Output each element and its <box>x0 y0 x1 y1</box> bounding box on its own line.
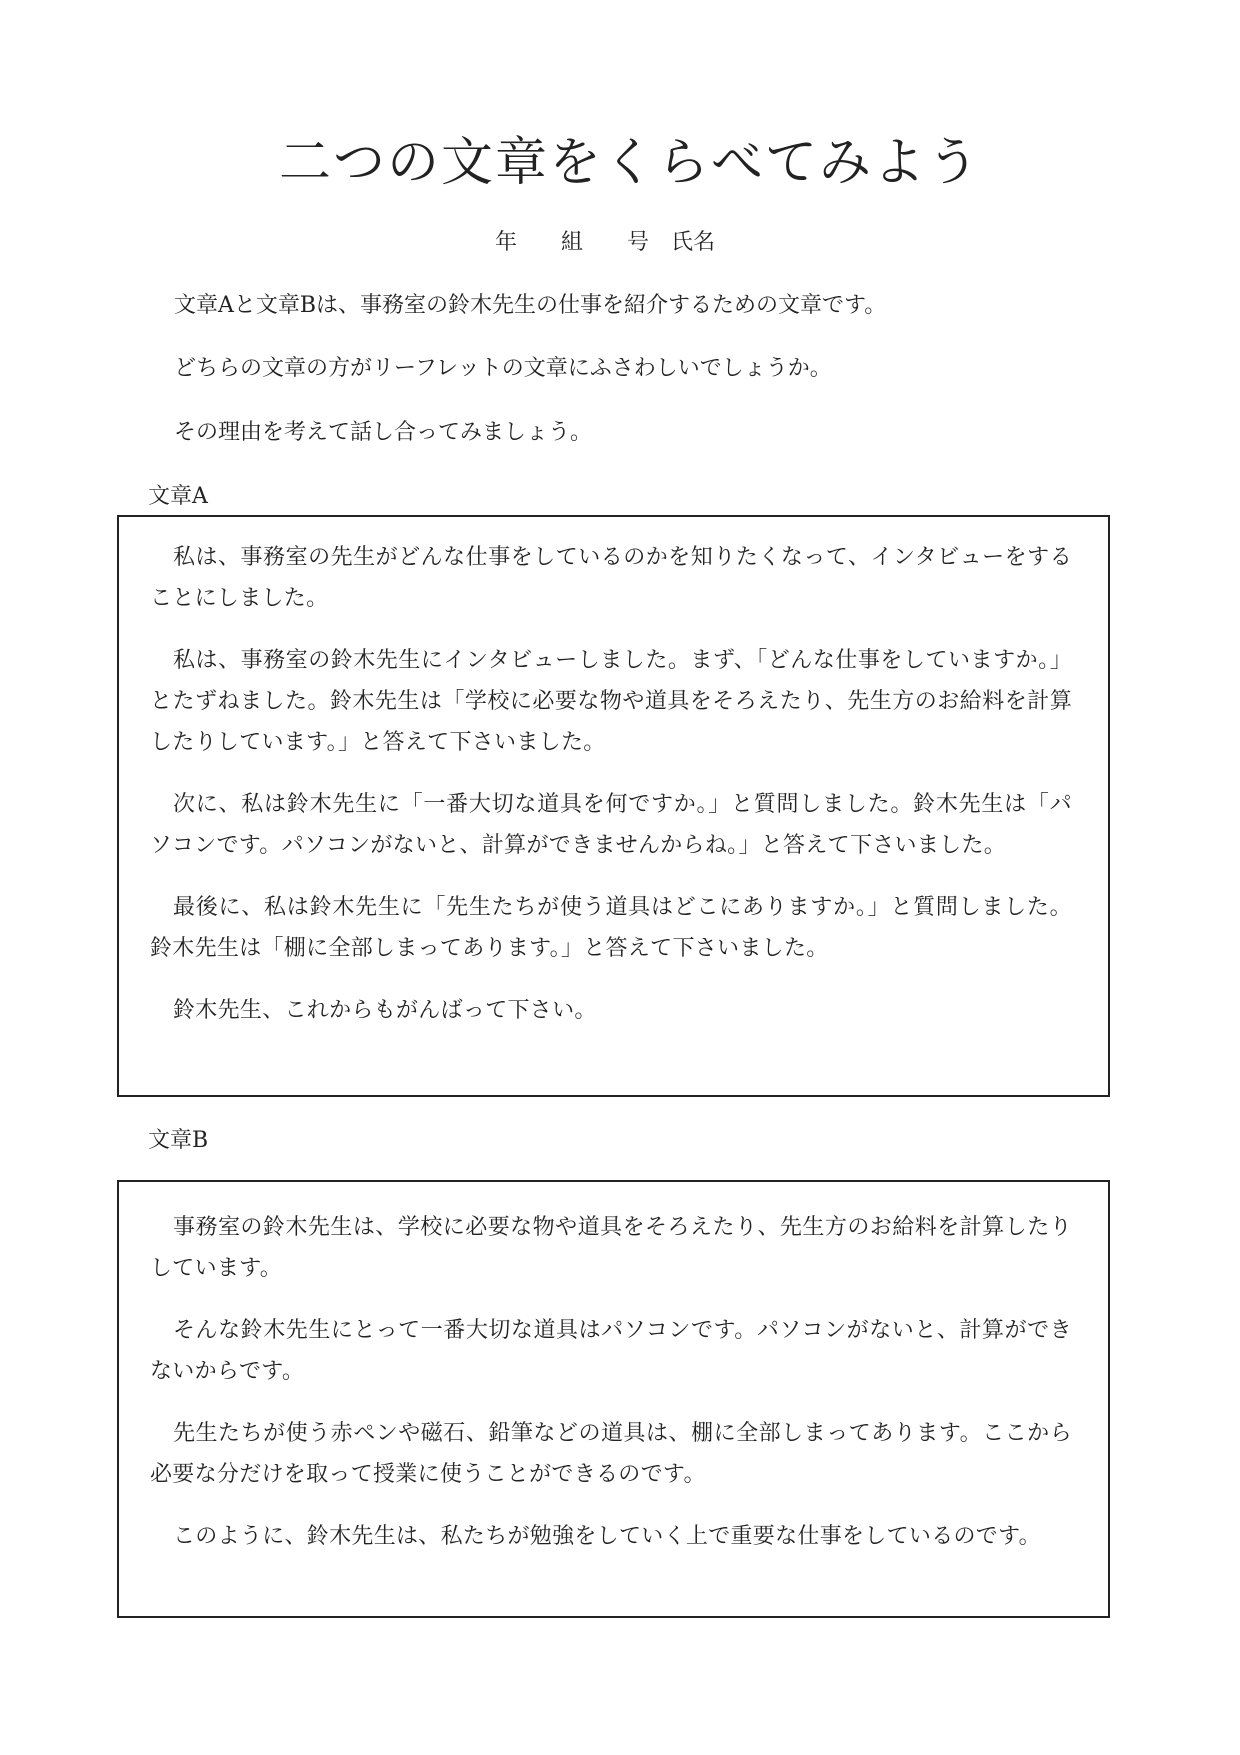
section-a-paragraph: 私は、事務室の先生がどんな仕事をしているのかを知りたくなって、インタビューをすることにしました。 <box>150 545 1072 611</box>
student-name-line: 年 組 号 氏名 <box>495 230 716 255</box>
intro-paragraph: どちらの文章の方がリーフレットの文章にふさわしいでしょうか。 <box>174 356 832 381</box>
section-a-box <box>117 515 1110 1097</box>
intro-paragraph: 文章Aと文章Bは、事務室の鈴木先生の仕事を紹介するための文章です。 <box>174 293 887 318</box>
section-a-label: 文章A <box>148 484 208 509</box>
section-b-box <box>117 1180 1110 1618</box>
section-a-paragraph: 私は、事務室の鈴木先生にインタビューしました。まず、「どんな仕事をしていますか。」とたずねました。鈴木先生は「学校に必要な物や道具をそろえたり、先生方のお給料を計算したりしています。」と答えて下さいました。 <box>150 648 1072 755</box>
section-a-paragraph: 鈴木先生、これからもがんばって下さい。 <box>173 998 597 1023</box>
section-a-paragraph: 最後に、私は鈴木先生に「先生たちが使う道具はどこにありますか。」と質問しました。鈴木先生は「棚に全部しまってあります。」と答えて下さいました。 <box>150 895 1072 961</box>
page-title: 二つの文章をくらべてみよう <box>278 133 981 193</box>
section-b-paragraph: 先生たちが使う赤ペンや磁石、鉛筆などの道具は、棚に全部しまってあります。ここから必要な分だけを取って授業に使うことができるのです。 <box>150 1421 1072 1487</box>
intro-paragraph: その理由を考えて話し合ってみましょう。 <box>174 420 593 445</box>
section-b-paragraph: そんな鈴木先生にとって一番大切な道具はパソコンです。パソコンがないと、計算ができないからです。 <box>150 1318 1072 1384</box>
section-b-paragraph: このように、鈴木先生は、私たちが勉強をしていく上で重要な仕事をしているのです。 <box>173 1524 1041 1549</box>
section-a-paragraph: 次に、私は鈴木先生に「一番大切な道具を何ですか。」と質問しました。鈴木先生は「パソコンです。パソコンがないと、計算ができませんからね。」と答えて下さいました。 <box>150 792 1072 858</box>
section-b-paragraph: 事務室の鈴木先生は、学校に必要な物や道具をそろえたり、先生方のお給料を計算したりしています。 <box>150 1215 1072 1281</box>
section-b-label: 文章B <box>148 1128 209 1153</box>
